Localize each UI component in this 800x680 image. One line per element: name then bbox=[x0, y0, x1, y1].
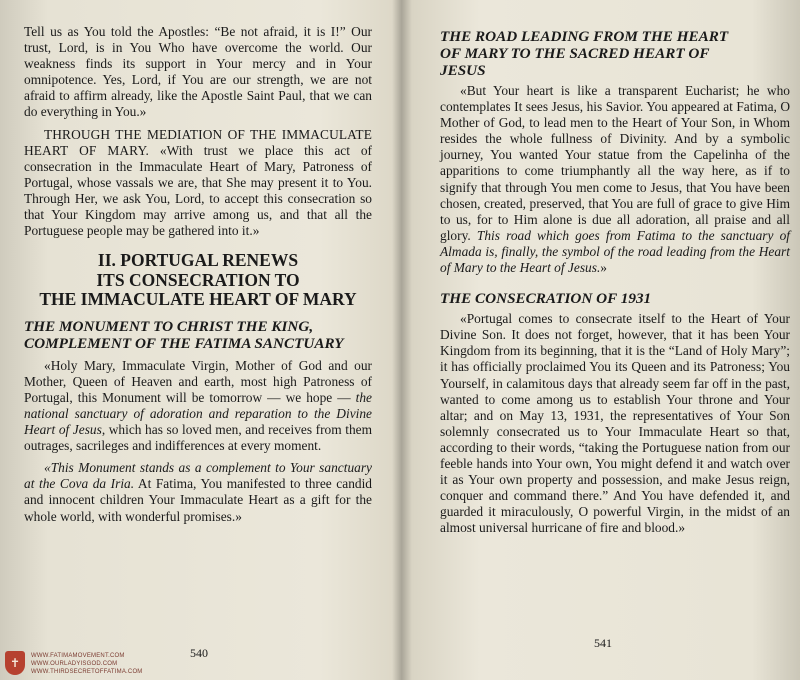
paragraph-trust: Tell us as You told the Apostles: “Be not afraid, it is I!” Our trust, Lord, is in You Who have overcome the world. Our weakness finds its support in Your mercy and in Your omnipotence. Yes, Lord, if You are our strength, we are not afraid to affirm already, like the Apostle Saint Paul, that we can do everything in You.» bbox=[24, 24, 372, 120]
road-heading-line: OF MARY TO THE SACRED HEART OF bbox=[440, 45, 710, 62]
page-number-right: 541 bbox=[594, 636, 612, 650]
road-text: «But Your heart is like a transparent Eucharist; he who contemplates It sees Jesus, his Savior. You appeared at Fatima, O Mother of God, to lead men to the Heart of Your Son, in Whom resides the whole fullness of Divinity. And by a symbolic journey, You wanted Your statue from the Capelinha of the apparitions to come triumphantly all the way here, as if to signify that through You men come to Jesus, that You have been chosen, created, preserved, that You are full of grace to give Him to us, for to Him alone is due all adoration, all praise and all glory. bbox=[440, 83, 790, 243]
complement-text: At Fatima, You manifested to three candid and innocent children Your Immaculate Heart as a gift for the whole world, with wonderful promises.» bbox=[24, 476, 372, 524]
monument-text-end: , which has so loved men, and receives from them outrages, sacrileges and indifferences at every moment. bbox=[24, 422, 373, 454]
road-heading bbox=[440, 28, 790, 79]
consecration-heading: THE CONSECRATION OF 1931 bbox=[440, 290, 652, 308]
paragraph-consecration: «Portugal comes to consecrate itself to the Heart of Your Divine Son. It does not forget, however, that it has been Your Kingdom from its beginning, that it is the “Land of Holy Mary”; it has officially proclaimed You its Queen and its Patroness; You Yourself, in calamitous days that already seem far off in the past, wanted to come among us to establish Your throne and Your altar; and on May 13, 1931, the representatives of Your Son solemnly consecrated us to Your Immaculate Heart so that, according to their words, “taking the Portuguese nation from our feeble hands into Your own, You might defend it and watch over it as Your own property and possession, and make Jesus reign, conquer and command there.” And You have defended it, and guarded it miraculously, O powerful Virgin, in the midst of an almost universal hurricane of fire and blood.» bbox=[440, 311, 790, 536]
left-page-text bbox=[24, 24, 372, 525]
road-close: » bbox=[600, 260, 607, 276]
right-page bbox=[402, 0, 800, 680]
mediation-lead: THROUGH THE MEDIATION OF THE IMMACULATE HEART OF MARY. bbox=[24, 126, 372, 158]
complement-italic: «This Monument stands as a complement to Your sanctuary at the Cova da Iria. bbox=[24, 460, 372, 492]
section-title-line: ITS CONSECRATION TO bbox=[96, 269, 300, 290]
road-heading-line: THE ROAD LEADING FROM THE HEART bbox=[440, 28, 729, 45]
road-italic: This road which goes from Fatima to the sanctuary of Almada is, finally, the symbol of the road leading from the Heart of Mary to the Heart of Jesus. bbox=[440, 227, 791, 276]
mediation-text: «With trust we place this act of consecration in the Immaculate Heart of Mary, Patroness of Portugal, whose vassals we are, that She may present it to You. Through Her, we ask You, Lord, to accept this consecration so that Your Kingdom may arrive among us, and that all the Portuguese people may be gathered into it.» bbox=[24, 142, 372, 239]
paragraph-monument bbox=[24, 358, 372, 455]
paragraph-mediation bbox=[24, 127, 372, 240]
watermark-url: WWW.THIRDSECRETOFFATIMA.COM bbox=[31, 669, 143, 675]
watermark-url: WWW.FATIMAMOVEMENT.COM bbox=[31, 653, 125, 659]
monument-subtitle bbox=[24, 318, 372, 352]
watermark-url: WWW.OURLADYISGOD.COM bbox=[31, 661, 118, 667]
section-title bbox=[24, 251, 372, 310]
paragraph-road bbox=[440, 83, 790, 276]
shield-logo-icon: ✝ bbox=[5, 651, 25, 675]
monument-text: «Holy Mary, Immaculate Virgin, Mother of God and our Mother, Queen of Heaven and earth, most high Patroness of Portugal, this Monument will be tomorrow — we hope — bbox=[24, 357, 372, 405]
monument-italic: the national sanctuary of adoration and reparation to the Divine Heart of Jesus bbox=[24, 389, 372, 438]
paragraph-complement bbox=[24, 460, 372, 524]
subtitle-line: COMPLEMENT OF THE FATIMA SANCTUARY bbox=[24, 334, 344, 352]
watermark bbox=[5, 650, 205, 678]
section-title-line: THE IMMACULATE HEART OF MARY bbox=[39, 289, 357, 310]
subtitle-line: THE MONUMENT TO CHRIST THE KING, bbox=[24, 317, 314, 335]
road-heading-line: JESUS bbox=[440, 62, 486, 79]
right-page-text bbox=[440, 22, 790, 536]
section-title-line: II. PORTUGAL RENEWS bbox=[97, 250, 299, 271]
page-number-left: 540 bbox=[190, 646, 208, 660]
